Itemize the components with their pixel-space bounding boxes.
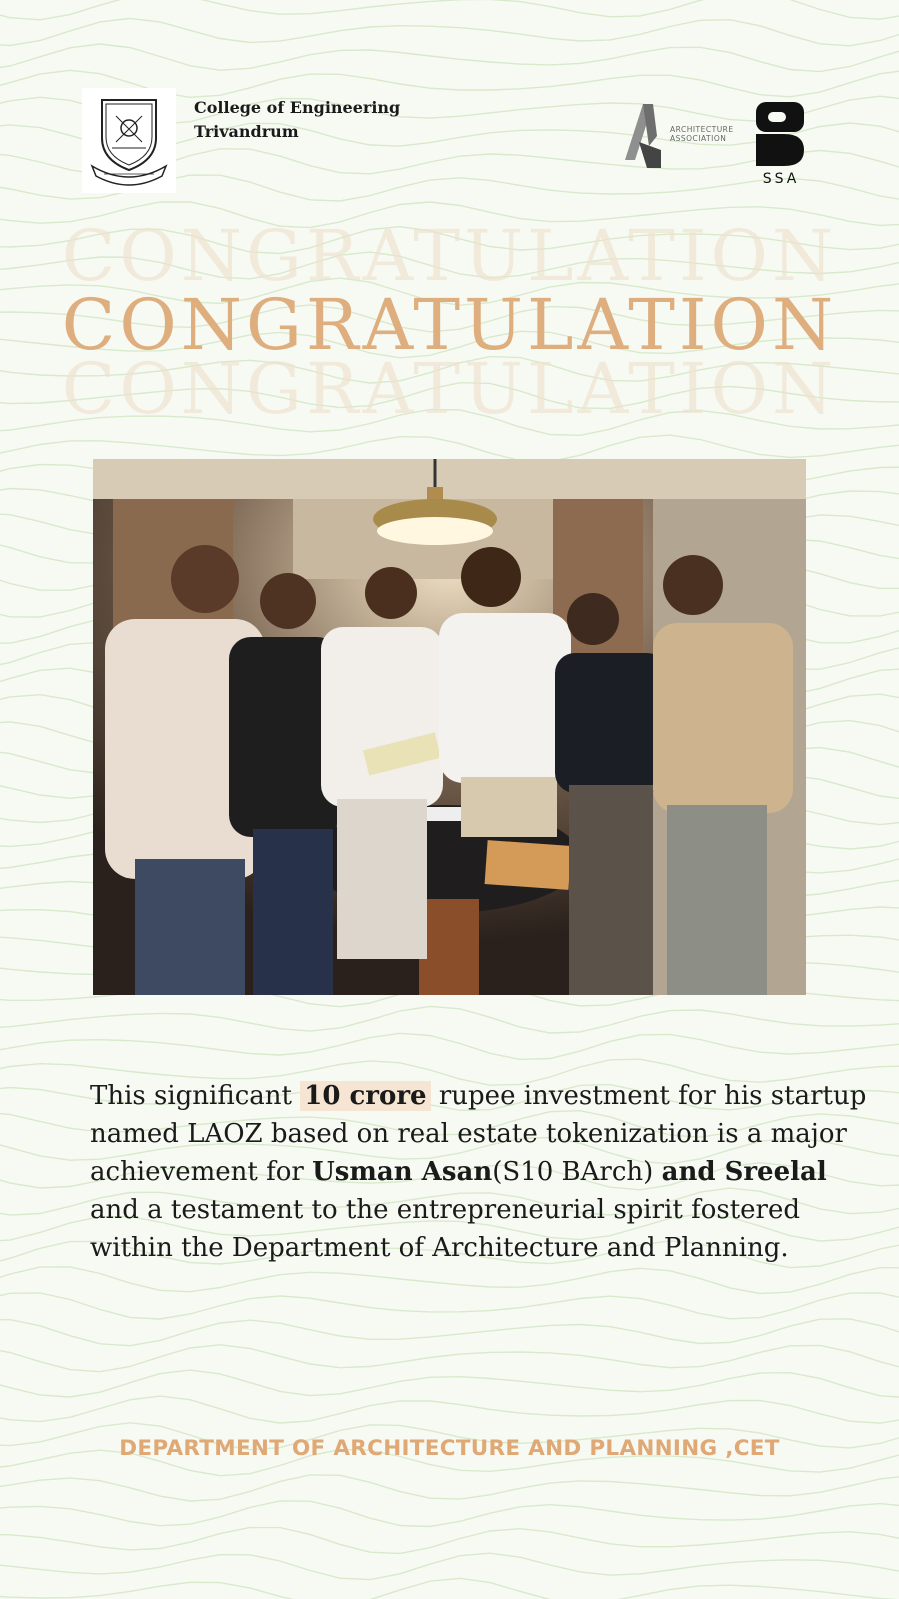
background-wave xyxy=(0,1267,899,1294)
college-name-line2: Trivandrum xyxy=(194,122,299,141)
group-photo xyxy=(93,459,806,995)
ghost-title-bottom: CONGRATULATION xyxy=(61,348,838,430)
background-wave xyxy=(0,1319,899,1346)
background-wave xyxy=(0,1370,899,1398)
background-wave xyxy=(0,435,899,461)
ssa-icon xyxy=(754,100,808,172)
background-wave xyxy=(0,1578,899,1599)
college-name xyxy=(194,96,400,144)
person-name-usman: Usman Asan xyxy=(312,1157,493,1187)
ssa-label: SSA xyxy=(762,171,800,187)
aa-line1: ARCHITECTURE xyxy=(670,125,734,134)
ghost-title-top: CONGRATULATION xyxy=(61,215,838,297)
background-wave xyxy=(0,1006,899,1033)
background-wave xyxy=(0,44,899,72)
background-wave xyxy=(0,0,899,20)
background-wave xyxy=(0,1475,899,1501)
background-wave xyxy=(0,1345,899,1372)
announcement-text xyxy=(90,1077,870,1267)
college-name-line1: College of Engineering xyxy=(194,98,401,117)
page-title: CONGRATULATION xyxy=(61,284,838,366)
background-wave xyxy=(0,1501,899,1527)
text-part-5: (S10 BArch) xyxy=(492,1157,662,1187)
background-wave xyxy=(0,1528,899,1554)
amount-highlight: 10 crore xyxy=(300,1081,430,1111)
background-wave xyxy=(0,1396,899,1423)
background-wave xyxy=(0,1553,899,1579)
text-part-7: and a testament to the entrepreneurial spirit fostered within the Department of Architecture and Planning. xyxy=(90,1195,800,1263)
architecture-association-label xyxy=(670,125,734,143)
background-wave xyxy=(0,1033,899,1059)
cet-emblem-icon xyxy=(82,88,176,193)
text-part-3: rupee investment for his startup named LAOZ based on real estate tokenization is a major achievement for xyxy=(90,1081,867,1187)
text-part-1: This significant xyxy=(90,1081,301,1111)
background-wave xyxy=(0,1293,899,1319)
background-wave xyxy=(0,18,899,45)
person-name-sreelal: and Sreelal xyxy=(661,1157,827,1187)
aa-line2: ASSOCIATION xyxy=(670,134,727,143)
department-footer: DEPARTMENT OF ARCHITECTURE AND PLANNING ,CET xyxy=(119,1436,780,1461)
